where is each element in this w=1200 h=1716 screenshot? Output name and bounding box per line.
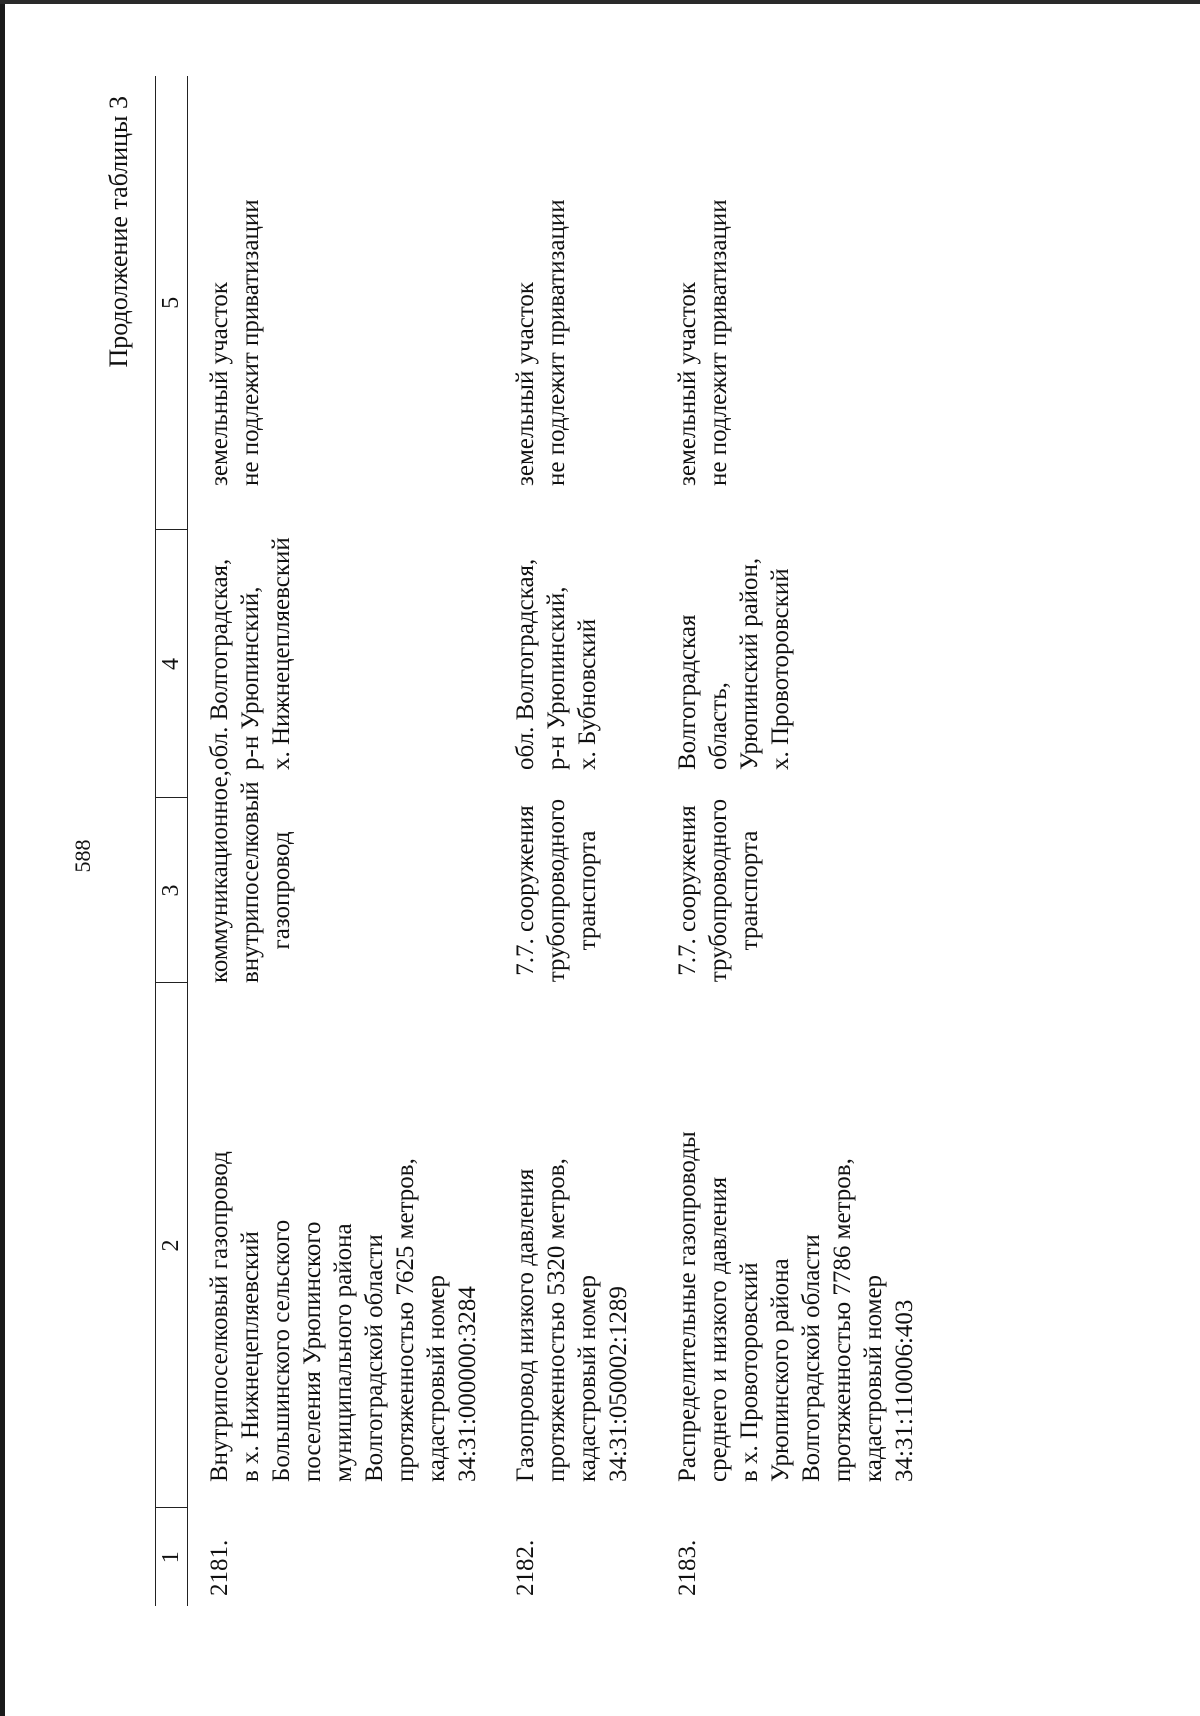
row-number: 2181. xyxy=(206,1539,233,1596)
object-note: земельный участок не подлежит приватизации xyxy=(674,199,732,486)
object-note: земельный участок не подлежит приватизации xyxy=(512,199,570,486)
column-header-2: 2 xyxy=(156,983,188,1508)
column-header-5: 5 xyxy=(156,76,188,530)
table-row xyxy=(188,76,495,1606)
table-row xyxy=(656,76,920,1606)
table-row xyxy=(494,76,656,1606)
object-note: земельный участок не подлежит приватизации xyxy=(206,199,264,486)
column-header-4: 4 xyxy=(156,530,188,798)
object-address: Волгоградская область, Урюпинский район, х. Провоторовский xyxy=(674,557,794,770)
column-header-1: 1 xyxy=(156,1508,188,1606)
object-address: обл. Волгоградская, р-н Урюпинский, х. Бубновский xyxy=(512,558,601,770)
object-name: Газопровод низкого давления протяженностью 5320 метров, кадастровый номер 34:31:050002:1289 xyxy=(512,1158,632,1482)
object-name: Внутрипоселковый газопровод в х. Нижнецепляевский Большинского сельского поселения Урюпинского муниципального района Волгоградской области протяженностью 7625 метров, кадастровый номер 34:31:000000:3284 xyxy=(206,1151,481,1482)
object-address: обл. Волгоградская, р-н Урюпинский, х. Нижнецепляевский xyxy=(206,537,295,770)
object-kind: 7.7. сооружения трубопроводного транспорта xyxy=(512,798,601,983)
object-kind: 7.7. сооружения трубопроводного транспорта xyxy=(674,798,763,983)
table-continuation-label: Продолжение таблицы 3 xyxy=(104,96,133,368)
page-number: 588 xyxy=(70,839,95,873)
table-header-row xyxy=(156,76,188,1606)
object-kind: коммуникационное, внутрипоселковый газопровод xyxy=(206,770,295,983)
column-header-3: 3 xyxy=(156,798,188,983)
row-number: 2182. xyxy=(512,1539,539,1596)
property-registry-table xyxy=(155,76,920,1606)
object-name: Распределительные газопроводы среднего и низкого давления в х. Провоторовский Урюпинского района Волгоградской области протяженностью 7786 метров, кадастровый номер 34:31:110006:403 xyxy=(674,1131,918,1482)
row-number: 2183. xyxy=(674,1539,701,1596)
